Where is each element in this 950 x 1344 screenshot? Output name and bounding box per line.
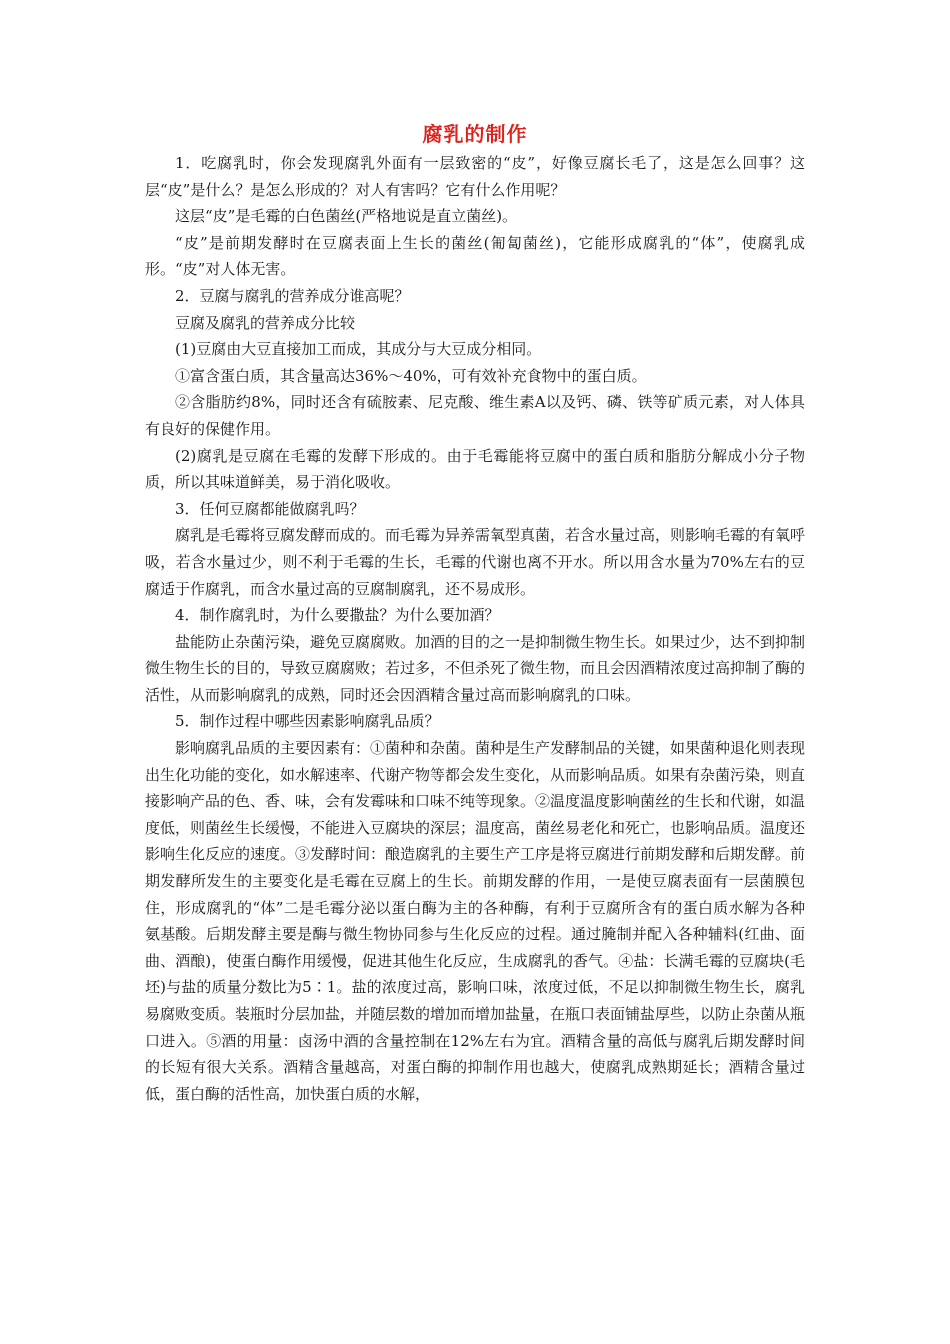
paragraph-a5: 影响腐乳品质的主要因素有：①菌种和杂菌。菌种是生产发酵制品的关键，如果菌种退化则表现出生化功能的变化，如水解速率、代谢产物等都会发生变化，从而影响品质。如果有杂菌污染，则直接影响产品的色、香、味，会有发霉味和口味不纯等现象。②温度温度影响菌丝的生长和代谢，如温度低，则菌丝生长缓慢，不能进入豆腐块的深层；温度高，菌丝易老化和死亡，也影响品质。温度还影响生化反应的速度。③发酵时间：酿造腐乳的主要生产工序是将豆腐进行前期发酵和后期发酵。前期发酵所发生的主要变化是毛霉在豆腐上的生长。前期发酵的作用，一是使豆腐表面有一层菌膜包住，形成腐乳的“体”二是毛霉分泌以蛋白酶为主的各种酶，有利于豆腐所含有的蛋白质水解为各种氨基酸。后期发酵主要是酶与微生物协同参与生化反应的过程。通过腌制并配入各种辅料(红曲、面曲、酒酿)，使蛋白酶作用缓慢，促进其他生化反应，生成腐乳的香气。④盐：长满毛霉的豆腐块(毛坯)与盐的质量分数比为5∶1。盐的浓度过高，影响口味，浓度过低，不足以抑制微生物生长，腐乳易腐败变质。装瓶时分层加盐，并随层数的增加而增加盐量，在瓶口表面铺盐厚些，以防止杂菌从瓶口进入。⑤酒的用量：卤汤中酒的含量控制在12%左右为宜。酒精含量的高低与腐乳后期发酵时间的长短有很大关系。酒精含量越高，对蛋白酶的抑制作用也越大，使腐乳成熟期延长；酒精含量过低，蛋白酶的活性高，加快蛋白质的水解，: [145, 739, 806, 1103]
paragraph-q2: 2．豆腐与腐乳的营养成分谁高呢？: [175, 286, 410, 305]
document-title: 腐乳的制作: [422, 122, 528, 146]
paragraph-a4: 盐能防止杂菌污染，避免豆腐腐败。加酒的目的之一是抑制微生物生长。如果过少，达不到抑制微生物生长的目的，导致豆腐腐败；若过多，不但杀死了微生物，而且会因酒精浓度过高抑制了酶的活性，从而影响腐乳的成熟，同时还会因酒精含量过高而影响腐乳的口味。: [145, 632, 806, 704]
paragraph-q4: 4．制作腐乳时，为什么要撒盐？为什么要加酒？: [175, 606, 500, 625]
paragraph-a2-1-b: ②含脂肪约8%，同时还含有硫胺素、尼克酸、维生素A以及钙、磷、铁等矿质元素，对人体具有良好的保健作用。: [145, 393, 805, 438]
paragraph-q5: 5．制作过程中哪些因素影响腐乳品质？: [175, 712, 440, 731]
document-page: [145, 118, 805, 1107]
paragraph-a3: 腐乳是毛霉将豆腐发酵而成的。而毛霉为异养需氧型真菌，若含水量过高，则影响毛霉的有氧呼吸，若含水量过少，则不利于毛霉的生长，毛霉的代谢也离不开水。所以用含水量为70%左右的豆腐适于作腐乳，而含水量过高的豆腐制腐乳，还不易成形。: [145, 526, 806, 598]
paragraph-a2-heading: 豆腐及腐乳的营养成分比较: [175, 313, 356, 332]
paragraph-a1-1: 这层“皮”是毛霉的白色菌丝(严格地说是直立菌丝)。: [175, 207, 518, 226]
paragraph-a2-1: (1)豆腐由大豆直接加工而成，其成分与大豆成分相同。: [175, 340, 542, 359]
paragraph-q3: 3．任何豆腐都能做腐乳吗？: [175, 499, 365, 518]
paragraph-q1: 1．吃腐乳时，你会发现腐乳外面有一层致密的“皮”，好像豆腐长毛了，这是怎么回事？这层“皮”是什么？是怎么形成的？对人有害吗？它有什么作用呢？: [145, 154, 805, 199]
paragraph-a2-2: (2)腐乳是豆腐在毛霉的发酵下形成的。由于毛霉能将豆腐中的蛋白质和脂肪分解成小分子物质，所以其味道鲜美，易于消化吸收。: [145, 446, 805, 492]
paragraph-a1-2: “皮”是前期发酵时在豆腐表面上生长的菌丝(匍匐菌丝)，它能形成腐乳的“体”，使腐乳成形。“皮”对人体无害。: [145, 233, 805, 279]
paragraph-a2-1-a: ①富含蛋白质，其含量高达36%～40%，可有效补充食物中的蛋白质。: [175, 366, 647, 385]
